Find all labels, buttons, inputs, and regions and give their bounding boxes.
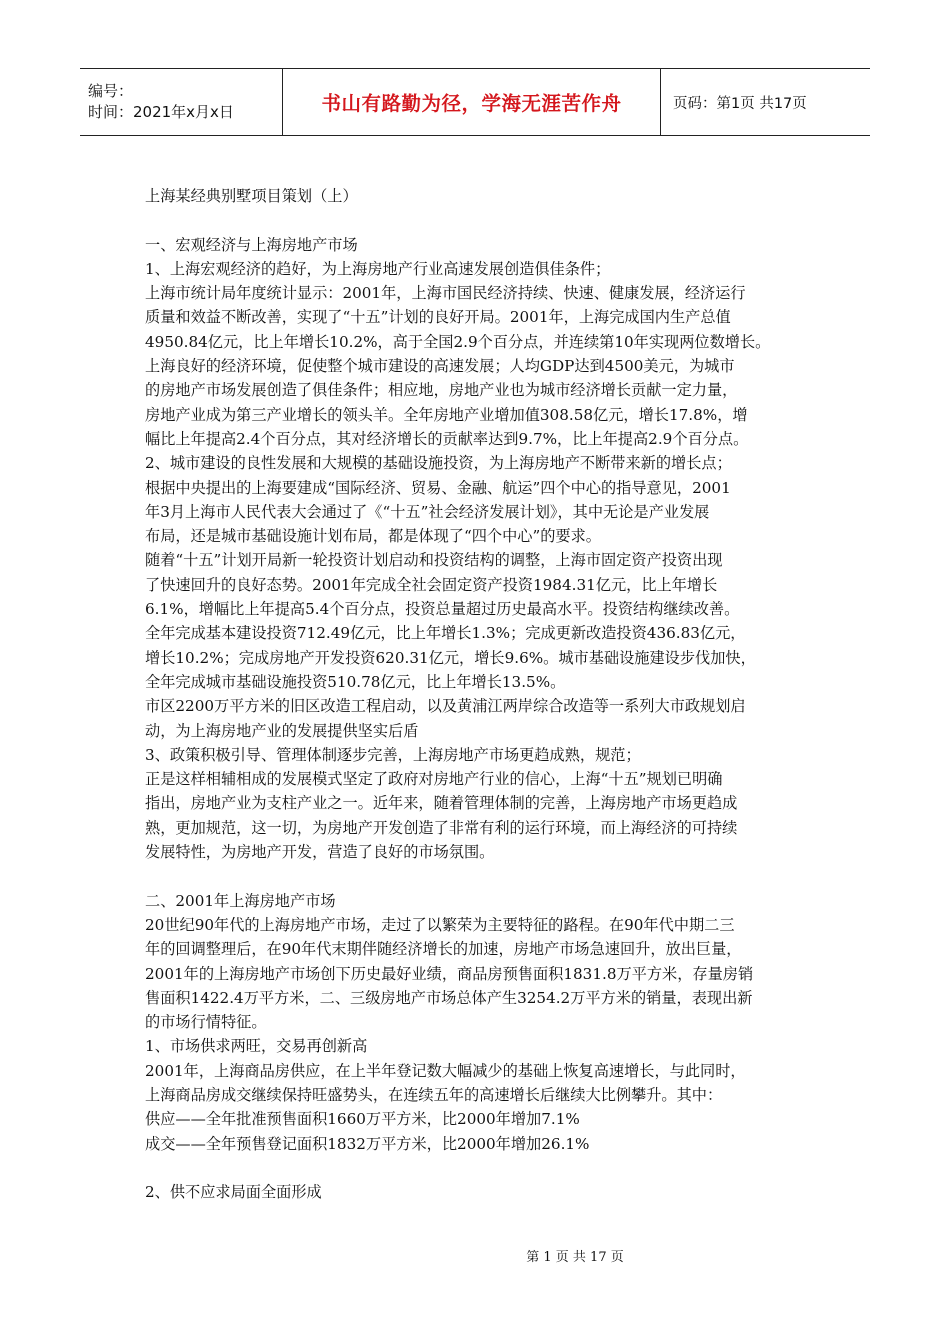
blank-line (145, 1156, 805, 1180)
body-line: 售面积1422.4万平方米，二、三级房地产市场总体产生3254.2万平方米的销量，表现出新 (145, 988, 753, 1007)
body-line: 布局，还是城市基础设施计划布局，都是体现了“四个中心”的要求。 (145, 527, 601, 546)
body-line: 的市场行情特征。 (145, 1013, 267, 1032)
body-line: 20世纪90年代的上海房地产市场，走过了以繁荣为主要特征的路程。在90年代中期二三 (145, 915, 735, 934)
body-line: 幅比上年提高2.4个百分点，其对经济增长的贡献率达到9.7%，比上年提高2.9个百分点。 (145, 429, 749, 448)
document-header (80, 68, 870, 136)
header-page-info: 页码：第1页 共17页 (673, 95, 807, 112)
body-line: 一、宏观经济与上海房地产市场 (145, 235, 358, 254)
document-number: 编号： (88, 82, 134, 100)
body-line: 成交——全年预售登记面积1832万平方米，比2000年增加26.1% (145, 1134, 590, 1153)
body-line: 3、政策积极引导、管理体制逐步完善，上海房地产市场更趋成熟，规范； (145, 745, 641, 764)
body-line: 6.1%，增幅比上年提高5.4个百分点，投资总量超过历史最高水平。投资结构继续改善。 (145, 600, 740, 619)
document-date: 时间：2021年x月x日 (88, 103, 234, 121)
blank-line (145, 864, 805, 888)
body-line: 正是这样相辅相成的发展模式坚定了政府对房地产行业的信心，上海“十五”规划已明确 (145, 770, 723, 789)
body-line: 二、2001年上海房地产市场 (145, 891, 336, 910)
body-line: 2、供不应求局面全面形成 (145, 1183, 322, 1202)
header-motto-cell (283, 69, 661, 135)
body-line: 2001年，上海商品房供应，在上半年登记数大幅减少的基础上恢复高速增长，与此同时， (145, 1061, 746, 1080)
body-line: 房地产业成为第三产业增长的领头羊。全年房地产业增加值308.58亿元，增长17.8%，增 (145, 405, 748, 424)
body-line: 全年完成基本建设投资712.49亿元，比上年增长1.3%；完成更新改造投资436.83亿元， (145, 624, 746, 643)
body-line: 1、上海宏观经济的趋好，为上海房地产行业高速发展创造俱佳条件； (145, 259, 611, 278)
body-line: 供应——全年批准预售面积1660万平方米，比2000年增加7.1% (145, 1110, 580, 1129)
body-line: 全年完成城市基础设施投资510.78亿元，比上年增长13.5%。 (145, 672, 566, 691)
body-line: 指出，房地产业为支柱产业之一。近年来，随着管理体制的完善，上海房地产市场更趋成 (145, 794, 738, 813)
body-line: 2001年的上海房地产市场创下历史最好业绩，商品房预售面积1831.8万平方米，存量房销 (145, 964, 754, 983)
body-line: 上海市统计局年度统计显示：2001年，上海市国民经济持续、快速、健康发展，经济运行 (145, 284, 746, 303)
body-line: 动，为上海房地产业的发展提供坚实后盾 (145, 721, 419, 740)
footer-page-number: 第 1 页 共 17 页 (526, 1250, 624, 1265)
document-body (145, 184, 805, 1204)
body-line: 年3月上海市人民代表大会通过了《“十五”社会经济发展计划》，其中无论是产业发展 (145, 502, 710, 521)
body-line: 4950.84亿元，比上年增长10.2%，高于全国2.9个百分点，并连续第10年实现两位数增长。 (145, 332, 771, 351)
blank-line (145, 208, 805, 232)
body-line: 的房地产市场发展创造了俱佳条件；相应地，房地产业也为城市经济增长贡献一定力量， (145, 381, 738, 400)
body-line: 增长10.2%；完成房地产开发投资620.31亿元，增长9.6%。城市基础设施建设步伐加快， (145, 648, 756, 667)
body-line: 了快速回升的良好态势。2001年完成全社会固定资产投资1984.31亿元，比上年增长 (145, 575, 718, 594)
body-line: 年的回调整理后，在90年代末期伴随经济增长的加速，房地产市场急速回升，放出巨量， (145, 940, 742, 959)
body-line: 1、市场供求两旺，交易再创新高 (145, 1037, 368, 1056)
body-line: 2、城市建设的良性发展和大规模的基础设施投资，为上海房地产不断带来新的增长点； (145, 454, 732, 473)
body-line: 根据中央提出的上海要建成“国际经济、贸易、金融、航运”四个中心的指导意见，2001 (145, 478, 731, 497)
header-meta (80, 69, 283, 135)
body-line: 发展特性，为房地产开发，营造了良好的市场氛围。 (145, 843, 495, 862)
body-line: 上海商品房成交继续保持旺盛势头，在连续五年的高速增长后继续大比例攀升。其中： (145, 1085, 723, 1104)
page-footer (0, 1246, 950, 1265)
body-line: 随着“十五”计划开局新一轮投资计划启动和投资结构的调整，上海市固定资产投资出现 (145, 551, 723, 570)
motto-text: 书山有路勤为径，学海无涯苦作舟 (321, 92, 622, 115)
body-line: 市区2200万平方米的旧区改造工程启动，以及黄浦江两岸综合改造等一系列大市政规划启 (145, 697, 746, 716)
body-line: 质量和效益不断改善，实现了“十五”计划的良好开局。2001年，上海完成国内生产总值 (145, 308, 731, 327)
header-page-cell (661, 69, 870, 135)
body-line: 上海某经典别墅项目策划（上） (145, 187, 358, 205)
body-line: 上海良好的经济环境，促使整个城市建设的高速发展；人均GDP达到4500美元，为城市 (145, 357, 735, 376)
body-line: 熟，更加规范，这一切，为房地产开发创造了非常有利的运行环境，而上海经济的可持续 (145, 818, 738, 837)
